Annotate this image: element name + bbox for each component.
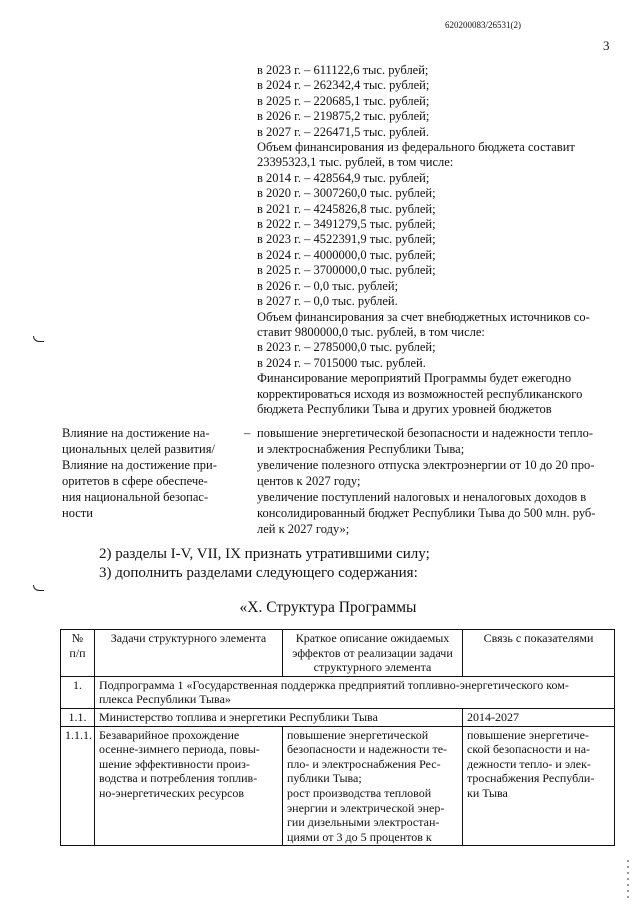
federal-year-line: в 2023 г. – 4522391,9 тыс. рублей; bbox=[257, 232, 436, 247]
federal-year-line: в 2014 г. – 428564,9 тыс. рублей; bbox=[257, 170, 430, 185]
impact-content-line: и электроснабжения Республики Тыва; bbox=[257, 442, 465, 456]
ministry-cell: Министерство топлива и энергетики Республики Тыва bbox=[95, 708, 463, 726]
margin-mark bbox=[33, 585, 44, 591]
header-indicators-line: Связь с показателями bbox=[483, 631, 594, 645]
indicator-link-line: повышение энергетиче- bbox=[467, 727, 589, 742]
header-effects-line: эффектов от реализации задачи bbox=[292, 645, 453, 660]
impact-label-line: оритетов в сфере обеспече- bbox=[62, 474, 208, 488]
header-tasks bbox=[95, 630, 283, 677]
header-effects-line: структурного элемента bbox=[313, 660, 432, 675]
impact-label-line: ния национальной безопас- bbox=[62, 490, 209, 504]
task-line: но-энергетических ресурсов bbox=[99, 785, 245, 800]
row-number: 1.1.1. bbox=[61, 726, 95, 846]
section-title: «X. Структура Программы bbox=[239, 599, 417, 616]
effect-line: пло- и электроснабжения Рес- bbox=[287, 756, 441, 771]
effect-line: энергии и электрической энер- bbox=[287, 800, 445, 815]
federal-year-line: в 2024 г. – 4000000,0 тыс. рублей; bbox=[257, 247, 436, 262]
table-header-row bbox=[61, 630, 615, 677]
impact-label-line: Влияние на достижение при- bbox=[62, 458, 217, 472]
impact-label bbox=[62, 425, 242, 521]
row-number: 1. bbox=[61, 676, 95, 708]
structure-table bbox=[60, 629, 615, 846]
effect-line: рост производства тепловой bbox=[287, 785, 432, 800]
extrabudget-intro-line: Объем финансирования за счет внебюджетных источников со- bbox=[257, 309, 590, 324]
period-cell: 2014-2027 bbox=[463, 708, 615, 726]
subprogram-line: Подпрограмма 1 «Государственная поддержка предприятий топливно-энергетического ком- bbox=[99, 677, 569, 692]
subprogram-line: плекса Республики Тыва» bbox=[99, 692, 231, 707]
indicator-link-line: троснабжения Республи- bbox=[467, 771, 595, 786]
impact-dash: – bbox=[244, 426, 251, 440]
extrabudget-year-line: в 2023 г. – 2785000,0 тыс. рублей; bbox=[257, 340, 436, 355]
effect-line: публики Тыва; bbox=[287, 771, 362, 786]
table-row bbox=[61, 708, 615, 726]
indicator-link-line: ки Тыва bbox=[467, 785, 508, 800]
task-line: шение эффективности произ- bbox=[99, 756, 250, 771]
federal-intro-line: Объем финансирования из федерального бюджета составит bbox=[257, 140, 575, 155]
regional-year-line: в 2026 г. – 219875,2 тыс. рублей; bbox=[257, 109, 430, 124]
impact-content-line: увеличение поступлений налоговых и неналоговых доходов в bbox=[257, 490, 587, 504]
scan-edge-marks bbox=[627, 860, 629, 900]
effect-cell bbox=[283, 726, 463, 846]
financing-block bbox=[257, 63, 609, 417]
federal-year-line: в 2020 г. – 3007260,0 тыс. рублей; bbox=[257, 186, 436, 201]
adjustment-note-line: Финансирование мероприятий Программы будет ежегодно bbox=[257, 371, 572, 386]
impact-label-line: ности bbox=[62, 506, 93, 520]
effect-line: циями от 3 до 5 процентов к bbox=[287, 829, 432, 844]
effect-line: гии дизельными электростан- bbox=[287, 815, 440, 830]
federal-year-line: в 2027 г. – 0,0 тыс. рублей. bbox=[257, 294, 398, 309]
margin-mark bbox=[33, 336, 44, 342]
regional-year-line: в 2027 г. – 226471,5 тыс. рублей. bbox=[257, 124, 429, 139]
header-tasks-line: Задачи структурного элемента bbox=[110, 631, 267, 645]
federal-year-line: в 2022 г. – 3491279,5 тыс. рублей; bbox=[257, 217, 436, 232]
header-number bbox=[61, 630, 95, 677]
header-effects bbox=[283, 630, 463, 677]
impact-label-line: Влияние на достижение на- bbox=[62, 426, 210, 440]
impact-content-line: повышение энергетической безопасности и надежности тепло- bbox=[257, 426, 594, 440]
header-indicators bbox=[463, 630, 615, 677]
impact-content-line: консолидированный бюджет Республики Тыва до 500 млн. руб- bbox=[257, 506, 596, 520]
task-cell bbox=[95, 726, 283, 846]
federal-year-line: в 2021 г. – 4245826,8 тыс. рублей; bbox=[257, 201, 436, 216]
regional-year-line: в 2025 г. – 220685,1 тыс. рублей; bbox=[257, 93, 430, 108]
amendment-item-3: 3) дополнить разделами следующего содержания: bbox=[99, 565, 418, 581]
impact-content bbox=[257, 425, 609, 537]
impact-content-line: лей к 2027 году»; bbox=[257, 522, 350, 536]
impact-content-line: увеличение полезного отпуска электроэнергии от 10 до 20 про- bbox=[257, 458, 595, 472]
task-line: Безаварийное прохождение bbox=[99, 727, 240, 742]
regional-year-line: в 2023 г. – 611122,6 тыс. рублей; bbox=[257, 63, 429, 77]
impact-label-line: циональных целей развития/ bbox=[62, 442, 215, 456]
adjustment-note-line: корректироваться исходя из возможностей республиканского bbox=[257, 386, 583, 401]
task-line: осенне-зимнего периода, повы- bbox=[99, 742, 260, 757]
document-code: 620200083/26531(2) bbox=[445, 20, 521, 30]
page-number: 3 bbox=[603, 38, 610, 53]
subprogram-cell bbox=[95, 676, 615, 708]
effect-line: безопасности и надежности те- bbox=[287, 742, 448, 757]
indicator-link-line: дежности тепло- и элек- bbox=[467, 756, 591, 771]
task-line: водства и потребления топлив- bbox=[99, 771, 258, 786]
indicator-link-line: ской безопасности и на- bbox=[467, 742, 591, 757]
effect-line: повышение энергетической bbox=[287, 727, 429, 742]
impact-content-line: центов к 2027 году; bbox=[257, 474, 361, 488]
indicator-link-cell bbox=[463, 726, 615, 846]
header-number-line: № bbox=[71, 631, 84, 645]
regional-year-line: в 2024 г. – 262342,4 тыс. рублей; bbox=[257, 78, 430, 93]
table-row bbox=[61, 676, 615, 708]
row-number: 1.1. bbox=[61, 708, 95, 726]
adjustment-note-line: бюджета Республики Тыва и других уровней бюджетов bbox=[257, 401, 552, 416]
header-number-line: п/п bbox=[69, 645, 86, 660]
table-row bbox=[61, 726, 615, 846]
federal-year-line: в 2026 г. – 0,0 тыс. рублей; bbox=[257, 278, 399, 293]
extrabudget-year-line: в 2024 г. – 7015000 тыс. рублей. bbox=[257, 355, 426, 370]
extrabudget-intro-line: ставит 9800000,0 тыс. рублей, в том числе: bbox=[257, 324, 485, 339]
header-effects-line: Краткое описание ожидаемых bbox=[295, 631, 450, 645]
federal-intro-line: 23395323,1 тыс. рублей, в том числе: bbox=[257, 155, 454, 170]
amendment-item-2: 2) разделы I-V, VII, IX признать утратившими силу; bbox=[99, 546, 430, 562]
federal-year-line: в 2025 г. – 3700000,0 тыс. рублей; bbox=[257, 263, 436, 278]
